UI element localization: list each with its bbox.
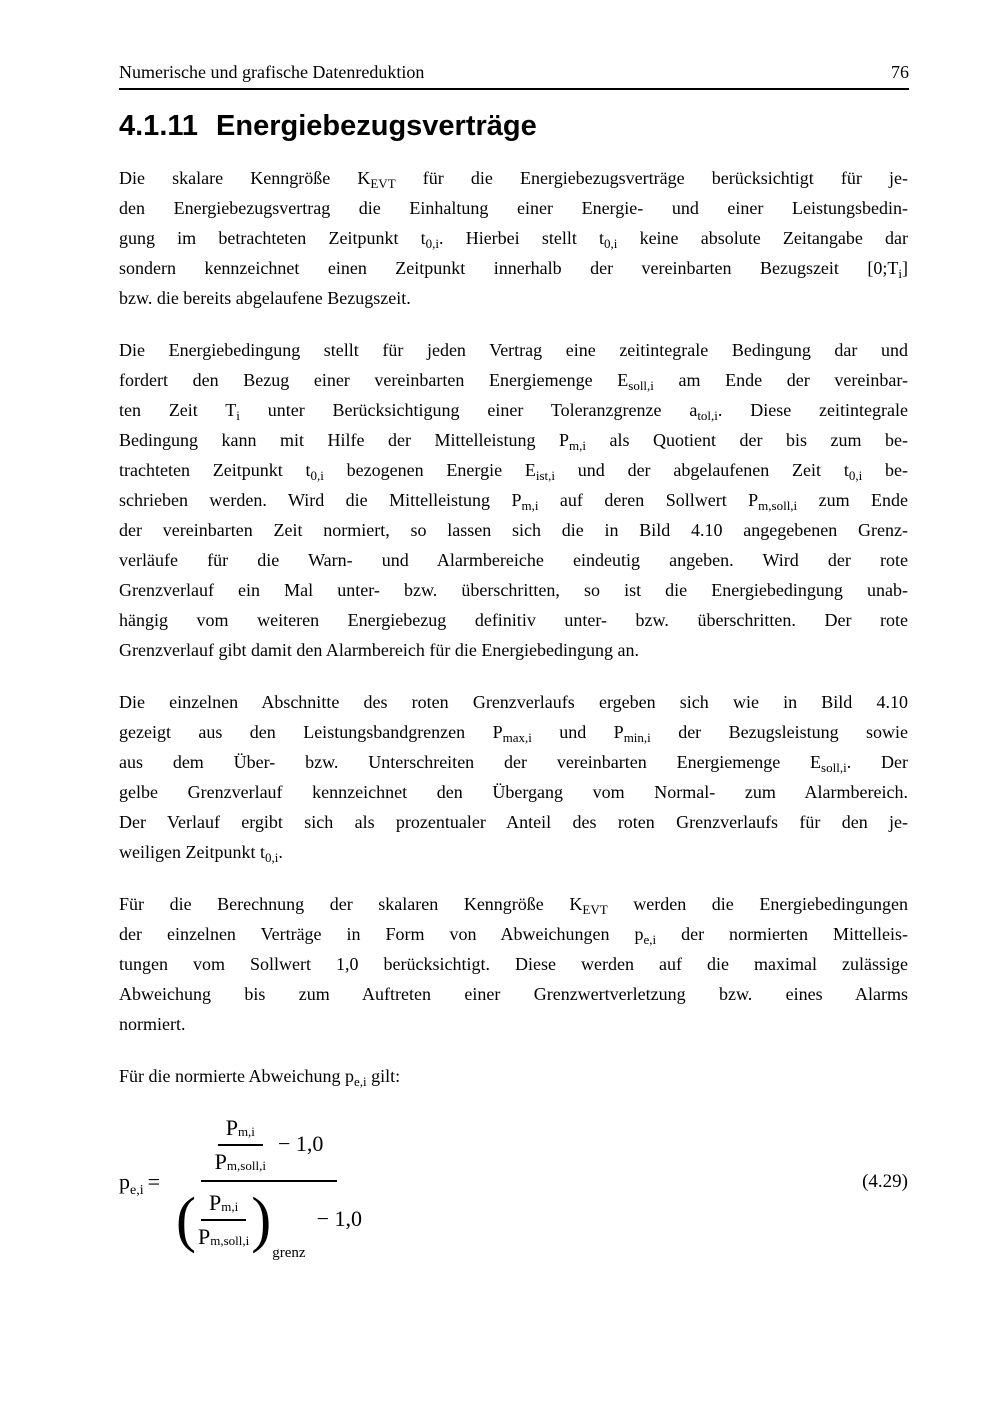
- text-line: Die skalare Kenngröße $K_{EVT}$ für die Energiebezugsverträge berücksichtigt für je-: [119, 168, 908, 191]
- text-line: den Energiebezugsvertrag die Einhaltung einer Energie- und einer Leistungsbedin-: [119, 198, 908, 218]
- running-head-title: Numerische und grafische Datenreduktion: [119, 62, 425, 82]
- text-line: tungen vom Sollwert 1,0 berücksichtigt. Diese werden auf die maximal zulässige: [119, 954, 908, 974]
- text-line: Abweichung bis zum Auftreten einer Grenzwertverletzung bzw. eines Alarms: [119, 984, 908, 1004]
- equation-4-29: [119, 1113, 908, 1261]
- outer-denominator: ( P $_{m,i}$ P $_{m,soll,i}$ ) grenz − 1,0: [176, 1184, 362, 1261]
- equation-lhs: $p_{e,i}$: [119, 1168, 144, 1198]
- power-ratio-fraction: P $_{m,i}$ P $_{m,soll,i}$: [198, 1190, 250, 1249]
- text-line: gung im betrachteten Zeitpunkt $t_{0,i}$. Hierbei stellt $t_{0,i}$ keine absolute Zeitangabe dar: [119, 228, 908, 251]
- outer-fraction: [170, 1113, 368, 1261]
- text-line: aus dem Über- bzw. Unterschreiten der vereinbarten Energiemenge $E_{soll,i}$. Der: [119, 752, 909, 775]
- power-ratio-fraction: P $_{m,i}$ P $_{m,soll,i}$: [214, 1115, 266, 1174]
- text-line: gezeigt aus den Leistungsbandgrenzen $P_{max,i}$ und $P_{min,i}$ der Bezugsleistung sowie: [119, 722, 908, 745]
- equals-sign: =: [147, 1168, 161, 1194]
- section-title: Energiebezugsverträge: [216, 110, 537, 142]
- text-line: Für die normierte Abweichung $p_{e,i}$ gilt:: [119, 1066, 401, 1089]
- text-line: Der Verlauf ergibt sich als prozentualer Anteil des roten Grenzverlaufs für den je-: [119, 812, 908, 832]
- text-line: sondern kennzeichnet einen Zeitpunkt innerhalb der vereinbarten Bezugszeit $[0;T_i]$: [119, 258, 908, 281]
- equation-math: [119, 1113, 368, 1261]
- paragraph: [119, 1061, 908, 1091]
- minus-one-term: − 1,0: [316, 1206, 362, 1231]
- body-text: [119, 163, 909, 1261]
- text-line: Bedingung kann mit Hilfe der Mittelleistung $P_{m,i}$ als Quotient der bis zum be-: [119, 430, 908, 453]
- text-line: bzw. die bereits abgelaufene Bezugszeit.: [119, 288, 411, 308]
- text-line: gelbe Grenzverlauf kennzeichnet den Übergang vom Normal- zum Alarmbereich.: [119, 782, 908, 802]
- text-line: Grenzverlauf gibt damit den Alarmbereich für die Energiebedingung an.: [119, 640, 639, 660]
- page-number: 76: [891, 62, 909, 82]
- equation-number: (4.29): [862, 1170, 908, 1192]
- paragraph: [119, 889, 908, 1039]
- text-line: verläufe für die Warn- und Alarmbereiche eindeutig angeben. Wird der rote: [119, 550, 908, 570]
- minus-one-term: − 1,0: [277, 1131, 324, 1156]
- text-line: trachteten Zeitpunkt $t_{0,i}$ bezogenen Energie $E_{ist,i}$ und der abgelaufenen Zeit $t_{0,i}$ be-: [119, 460, 908, 483]
- section-heading: [119, 110, 537, 143]
- paragraph: [119, 335, 908, 665]
- text-line: Grenzverlauf ein Mal unter- bzw. überschritten, so ist die Energiebedingung unab-: [119, 580, 908, 600]
- grenz-subscript: grenz: [272, 1245, 306, 1261]
- text-line: schrieben werden. Wird die Mittelleistung $P_{m,i}$ auf deren Sollwert $P_{m,soll,i}$ zum Ende: [119, 490, 908, 513]
- section-number: 4.1.11: [119, 110, 199, 142]
- text-line: der einzelnen Verträge in Form von Abweichungen $p_{e,i}$ der normierten Mittelleis-: [119, 924, 908, 947]
- paragraph: [119, 163, 908, 313]
- text-line: ten Zeit $T_i$ unter Berücksichtigung einer Toleranzgrenze $a_{tol,i}$. Diese zeitintegrale: [119, 400, 908, 423]
- text-line: der vereinbarten Zeit normiert, so lassen sich die in Bild 4.10 angegebenen Grenz-: [119, 520, 908, 540]
- text-line: Für die Berechnung der skalaren Kenngröße $K_{EVT}$ werden die Energiebedingungen: [119, 894, 908, 917]
- text-line: Die Energiebedingung stellt für jeden Vertrag eine zeitintegrale Bedingung dar und: [119, 340, 908, 360]
- paragraph: [119, 687, 908, 867]
- text-line: fordert den Bezug einer vereinbarten Energiemenge $E_{soll,i}$ am Ende der vereinbar-: [119, 370, 908, 393]
- running-head: [119, 62, 909, 90]
- text-line: normiert.: [119, 1014, 186, 1034]
- text-line: hängig vom weiteren Energiebezug definitiv unter- bzw. überschritten. Der rote: [119, 610, 908, 630]
- text-line: weiligen Zeitpunkt $t_{0,i}$.: [119, 842, 283, 865]
- outer-numerator: [201, 1113, 338, 1182]
- text-line: Die einzelnen Abschnitte des roten Grenzverlaufs ergeben sich wie in Bild 4.10: [119, 692, 908, 712]
